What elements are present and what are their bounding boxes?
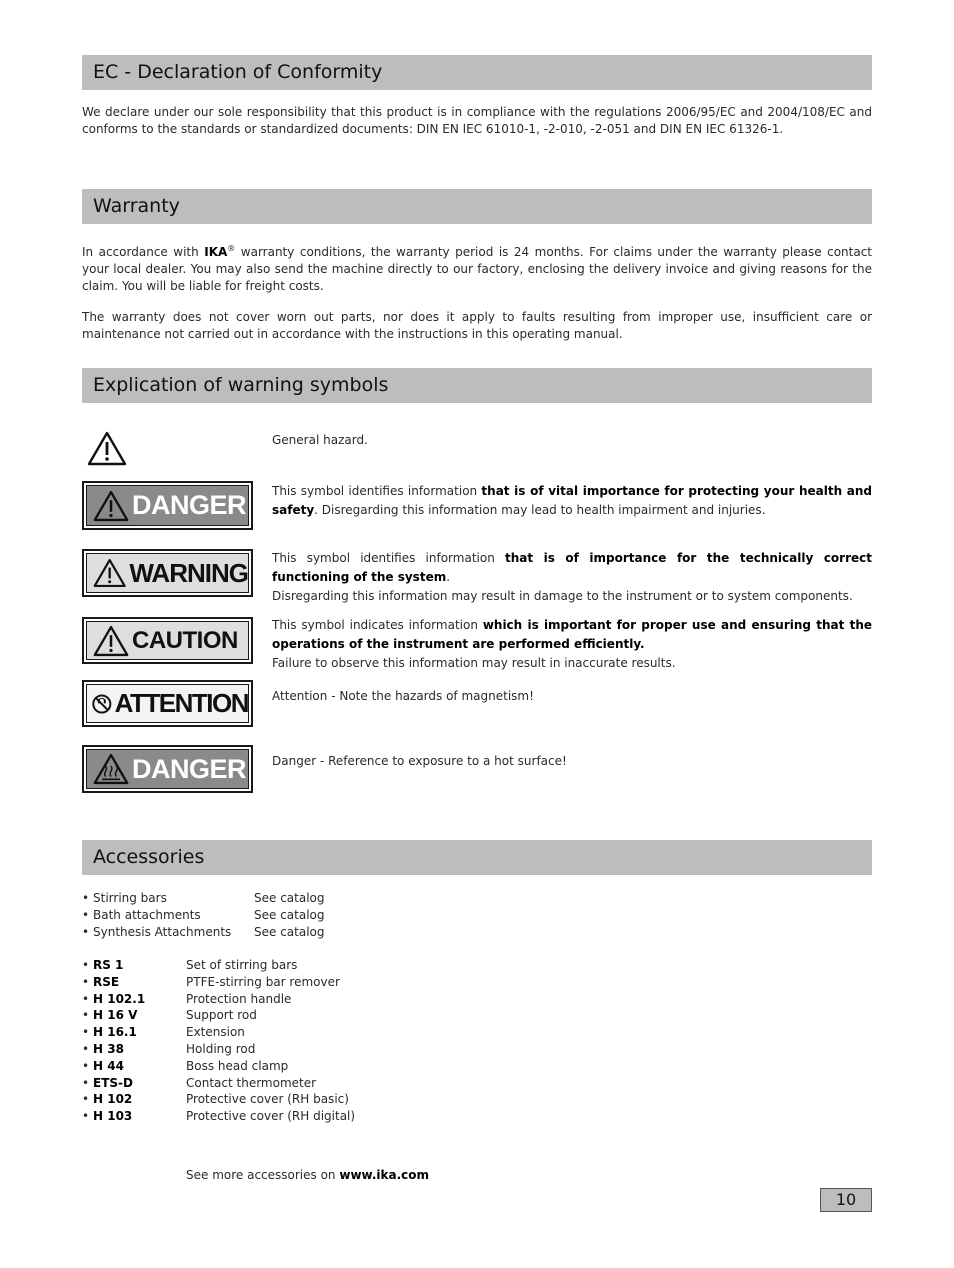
warning-description: This symbol identifies information that is of importance for the technically correct functioning of the system. Disregarding this information may result in damage to the instrument or to system components. <box>272 551 872 603</box>
accessory-code: H 102.1 <box>93 991 146 1006</box>
accessory-description: Protection handle <box>186 991 292 1006</box>
bullet: • <box>82 974 90 989</box>
danger-label: DANGER <box>132 490 247 520</box>
accessory-description: Boss head clamp <box>186 1058 289 1073</box>
accessory-name: Stirring bars <box>93 891 167 905</box>
accessory-code: H 44 <box>93 1058 124 1073</box>
bullet: • <box>82 1008 90 1023</box>
danger-triangle-icon <box>93 490 129 522</box>
general-hazard-text: General hazard. <box>272 433 368 447</box>
page-number: 10 <box>820 1188 872 1212</box>
ec-text: We declare under our sole responsibility that this product is in compliance with the regulations 2006/95/EC and 2004/108/EC and conforms to the standards or standardized documents: DIN EN IEC 61010-1, -2-010, -2-051 and DIN EN IEC 61326-1. <box>82 105 872 136</box>
bullet: • <box>82 908 90 922</box>
warning-badge <box>82 549 253 597</box>
accessory-code: H 16.1 <box>93 1025 137 1040</box>
danger-badge <box>82 481 253 530</box>
accessory-description: Protective cover (RH digital) <box>186 1109 356 1124</box>
bullet: • <box>82 991 90 1006</box>
warranty-paragraph-1: In accordance with IKA® warranty conditions, the warranty period is 24 months. For claims under the warranty please contact your local dealer. You may also send the machine directly to our factory, enclosing the delivery invoice and giving reasons for the claim. You will be liable for freight costs. <box>82 244 873 293</box>
hot-surface-description: Danger - Reference to exposure to a hot surface! <box>272 754 567 768</box>
bullet: • <box>82 958 90 972</box>
accessory-description: Set of stirring bars <box>186 958 298 972</box>
accessory-name: Bath attachments <box>93 908 201 922</box>
attention-description: Attention - Note the hazards of magnetism! <box>272 689 534 703</box>
accessory-code: H 102 <box>93 1092 133 1107</box>
accessory-code: RS 1 <box>93 958 124 972</box>
accessory-description: Support rod <box>186 1008 257 1023</box>
general-hazard-icon <box>87 431 127 466</box>
bullet: • <box>82 1042 90 1056</box>
caution-badge <box>82 617 253 664</box>
accessory-reference: See catalog <box>254 891 325 905</box>
bullet: • <box>82 925 90 939</box>
attention-badge <box>82 680 253 727</box>
hot-surface-danger-badge <box>82 745 253 793</box>
symbols-heading: Explication of warning symbols <box>82 368 872 403</box>
magnetism-prohibited-icon <box>92 689 112 719</box>
warning-label: WARNING <box>129 557 248 588</box>
accessory-name: Synthesis Attachments <box>93 925 232 939</box>
caution-description: This symbol indicates information which is important for proper use and ensuring that the operations of the instrument are performed efficiently. Failure to observe this information may result in inaccurate results. <box>272 618 872 670</box>
bullet: • <box>82 1058 90 1073</box>
hot-surface-icon <box>93 753 129 785</box>
accessory-code: H 103 <box>93 1109 133 1124</box>
accessory-description: PTFE-stirring bar remover <box>186 974 340 989</box>
accessory-reference: See catalog <box>254 925 325 939</box>
registered-mark: ® <box>227 244 236 253</box>
bullet: • <box>82 1092 90 1107</box>
accessory-description: Contact thermometer <box>186 1075 317 1090</box>
ika-brand: IKA <box>204 245 228 259</box>
ika-website-link[interactable]: www.ika.com <box>339 1168 430 1182</box>
warranty-heading: Warranty <box>82 189 872 224</box>
accessory-code: ETS-D <box>93 1075 133 1090</box>
accessory-code: H 38 <box>93 1042 124 1056</box>
bullet: • <box>82 1109 90 1124</box>
accessory-reference: See catalog <box>254 908 325 922</box>
accessory-code: H 16 V <box>93 1008 138 1023</box>
bullet: • <box>82 891 90 905</box>
accessory-description: Extension <box>186 1025 245 1040</box>
warranty-paragraph-2: The warranty does not cover worn out parts, nor does it apply to faults resulting from improper use, insufficient care or maintenance not carried out in accordance with the instructions in this operating manual. <box>82 310 872 341</box>
bullet: • <box>82 1075 90 1090</box>
more-accessories-note: See more accessories on www.ika.com <box>186 1168 430 1182</box>
attention-label: ATTENTION <box>114 688 248 718</box>
hot-surface-danger-label: DANGER <box>132 753 247 784</box>
warning-triangle-icon <box>93 557 126 589</box>
caution-label: CAUTION <box>132 626 238 654</box>
bullet: • <box>82 1025 90 1040</box>
accessories-heading: Accessories <box>82 840 872 875</box>
danger-description: This symbol identifies information that is of vital importance for protecting your health and safety. Disregarding this information may lead to health impairment and injuries. <box>272 484 872 517</box>
ec-heading: EC - Declaration of Conformity <box>82 55 872 90</box>
accessory-description: Holding rod <box>186 1042 256 1056</box>
caution-triangle-icon <box>93 625 129 657</box>
accessory-code: RSE <box>93 974 120 989</box>
accessory-description: Protective cover (RH basic) <box>186 1092 349 1107</box>
